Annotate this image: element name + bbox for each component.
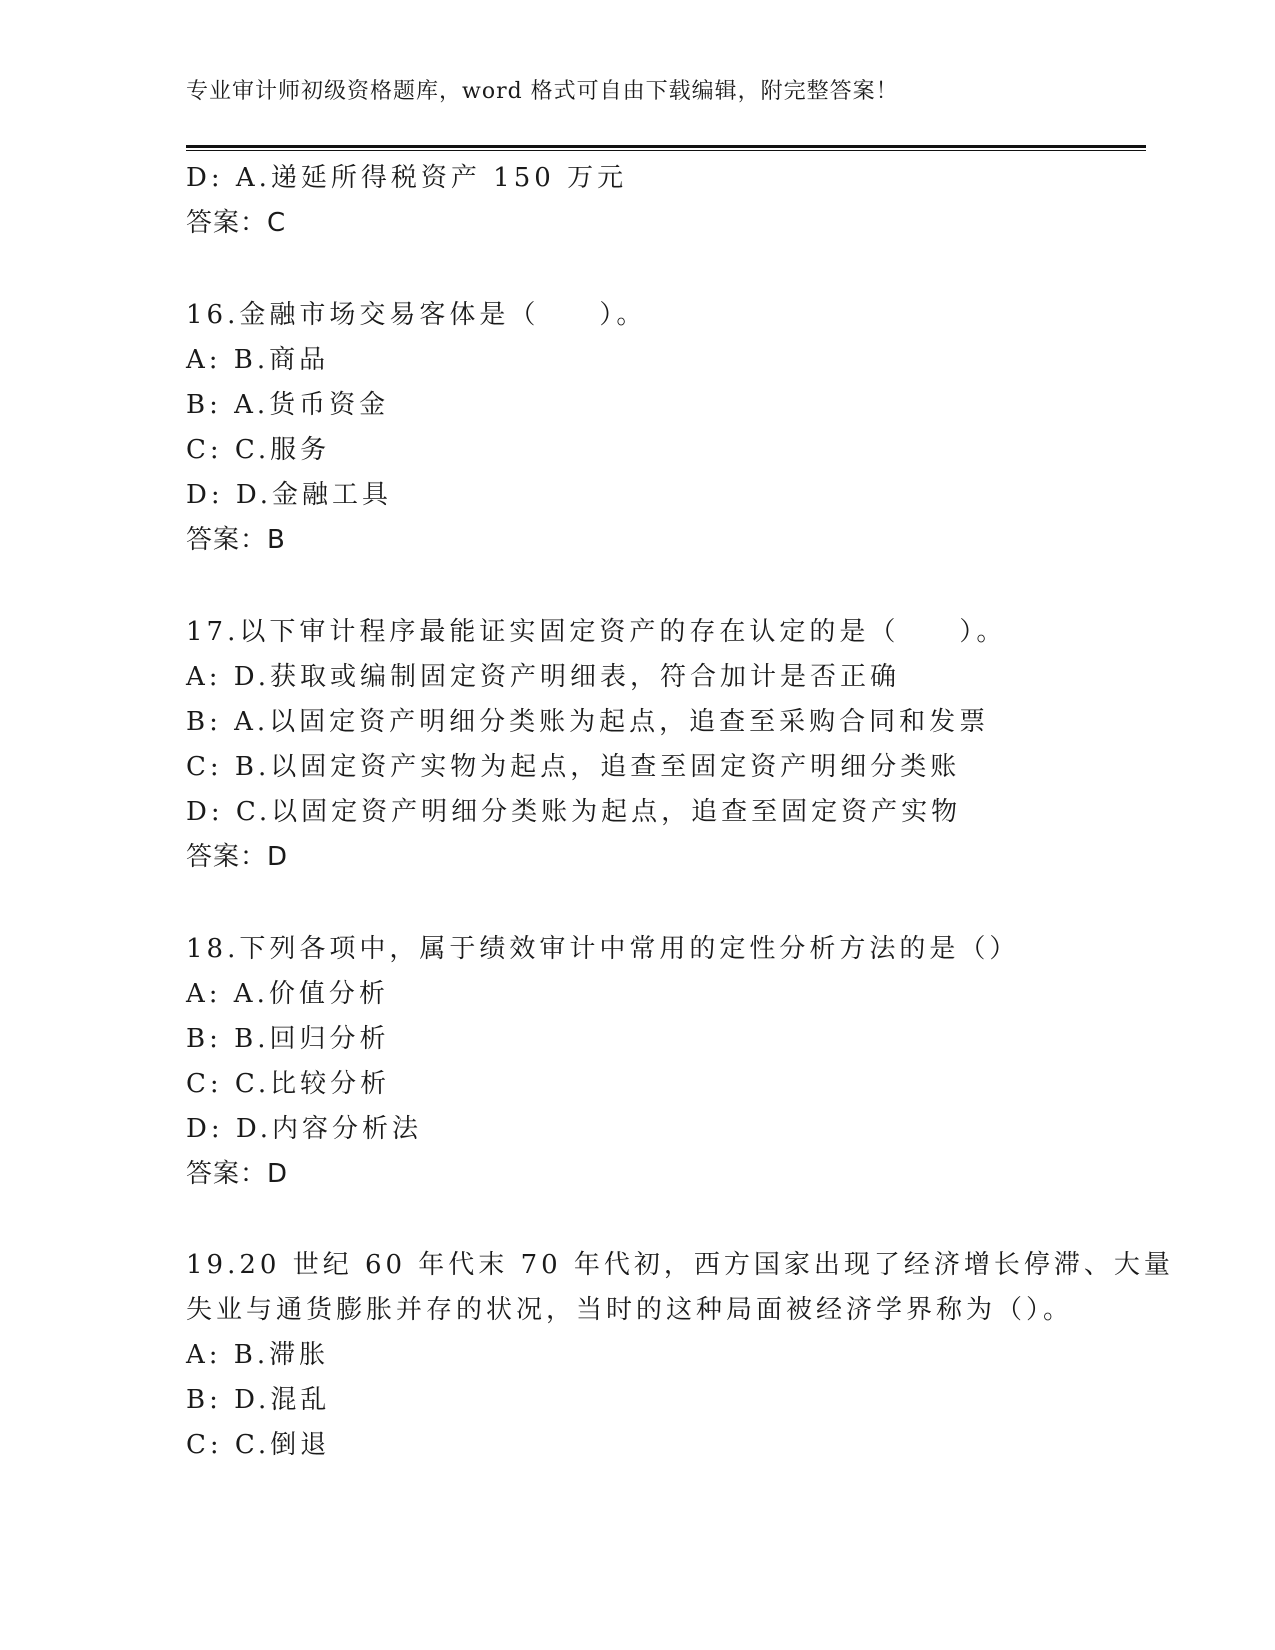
spacer [186,246,1146,292]
question-18 [186,926,1146,1197]
spacer [186,563,1146,609]
option-c: C: C.比较分析 [186,1069,391,1099]
question-17 [186,609,1146,880]
header-rule-thin [186,150,1146,151]
question-16 [186,292,1146,563]
option-c: C: B.以固定资产实物为起点，追查至固定资产明细分类账 [186,752,961,782]
option-a: A: D.获取或编制固定资产明细表，符合加计是否正确 [186,662,900,692]
question-stem: 17.以下审计程序最能证实固定资产的存在认定的是（ ）。 [186,617,1007,647]
option-c: C: C.倒退 [186,1430,331,1460]
answer: 答案：D [186,842,289,872]
spacer [186,1197,1146,1243]
question-stem: 16.金融市场交易客体是（ ）。 [186,300,647,330]
question-stem-line-1: 19.20 世纪 60 年代末 70 年代初，西方国家出现了经济增长停滞、大量 [186,1250,1174,1280]
question-stem-line-2: 失业与通货膨胀并存的状况，当时的这种局面被经济学界称为（）。 [186,1295,1074,1325]
spacer [186,880,1146,926]
question-stem: 18.下列各项中，属于绩效审计中常用的定性分析方法的是（） [186,934,1020,964]
answer: 答案：B [186,525,286,555]
answer: 答案：D [186,1159,289,1189]
document-header: 专业审计师初级资格题库，word 格式可自由下载编辑，附完整答案！ [186,79,899,104]
question-15-tail [186,156,1146,246]
answer: 答案：C [186,208,287,238]
option-a: A: A.价值分析 [186,979,389,1009]
option-d: D: D.金融工具 [186,480,393,510]
option-d: D: D.内容分析法 [186,1114,423,1144]
option-a: A: B.商品 [186,345,330,375]
option-c: C: C.服务 [186,435,331,465]
option-b: B: D.混乱 [186,1385,331,1415]
option-b: B: B.回归分析 [186,1024,390,1054]
header-rule-thick [186,145,1146,148]
option-d: D: C.以固定资产明细分类账为起点，追查至固定资产实物 [186,797,962,827]
question-list [186,156,1174,1468]
option-b: B: A.货币资金 [186,390,390,420]
option-b: B: A.以固定资产明细分类账为起点，追查至采购合同和发票 [186,707,990,737]
option-a: A: B.滞胀 [186,1340,330,1370]
option-d: D: A.递延所得税资产 150 万元 [186,163,628,193]
question-19 [186,1243,1174,1468]
